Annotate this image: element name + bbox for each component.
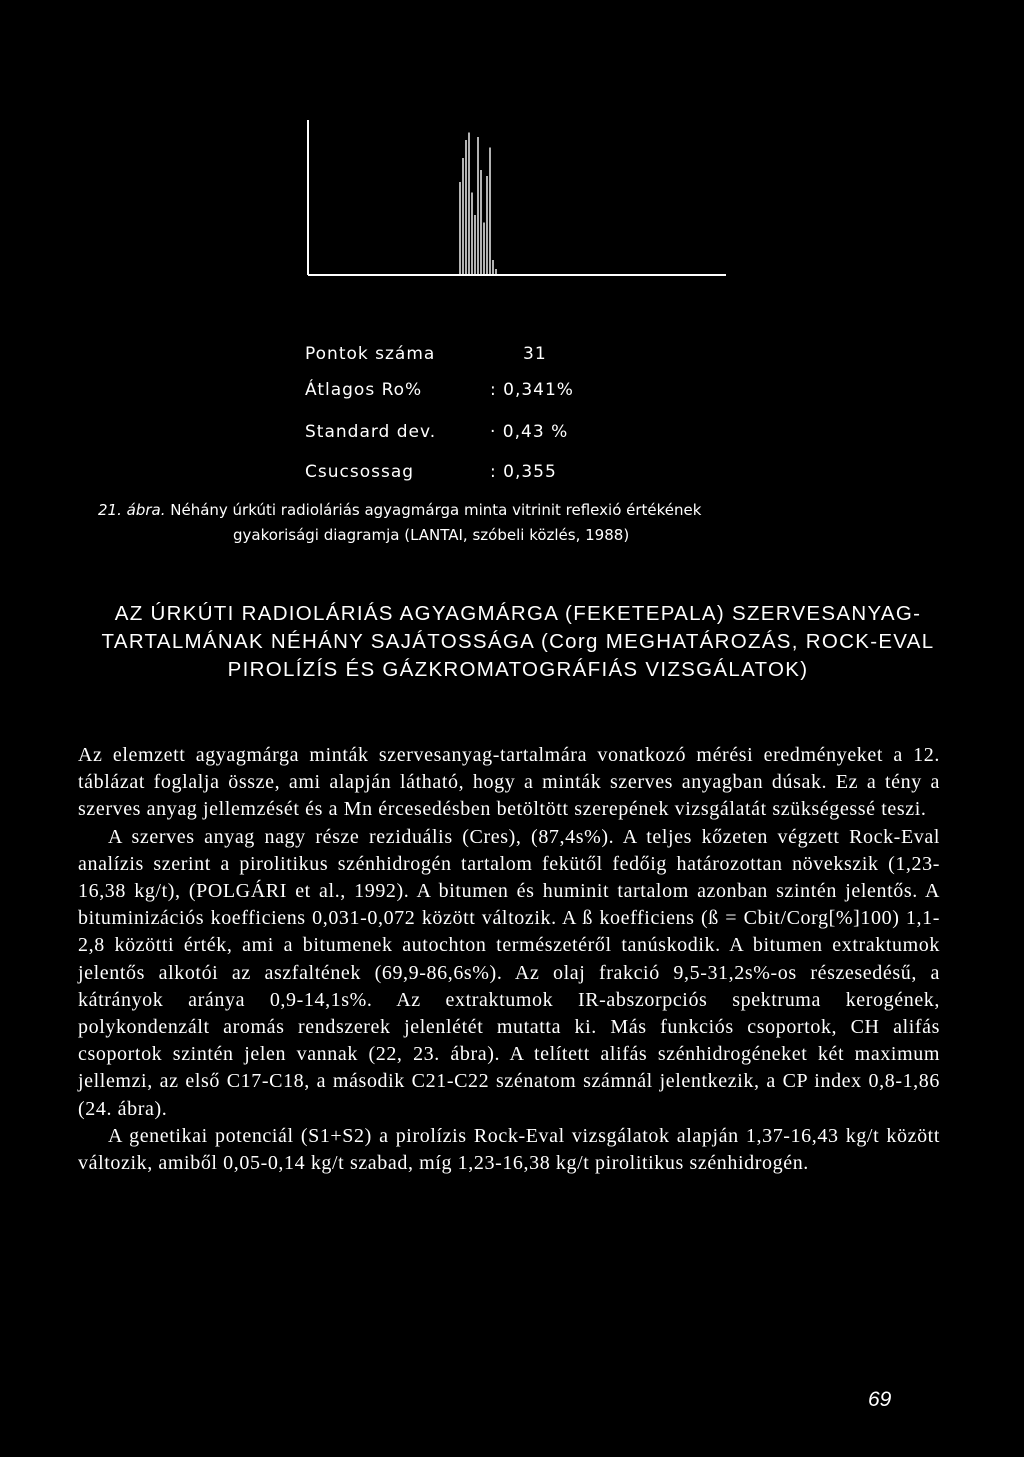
stat-value: 31 [523,344,547,364]
section-heading: AZ ÚRKÚTI RADIOLÁRIÁS AGYAGMÁRGA (FEKETEPALA) SZERVESANYAG-TARTALMÁNAK NÉHÁNY SAJÁTOSSÁGA (Corg MEGHATÁROZÁS, ROCK-EVAL PIROLÍZÍS ÉS GÁZKROMATOGRÁFIÁS VIZSGÁLATOK) [101,602,935,681]
paragraph: A genetikai potenciál (S1+S2) a pirolízis Rock-Eval vizsgálatok alapján 1,37-16,43 kg/t között változik, amiből 0,05-0,14 kg/t szabad, míg 1,23-16,38 kg/t pirolitikus szénhidrogén. [78,1124,940,1175]
stat-label: Standard dev. [305,422,437,442]
histogram-chart [300,100,730,290]
paragraph: Az elemzett agyagmárga minták szervesanyag-tartalmára vonatkozó mérési eredményeket a 12. táblázat foglalja össze, ami alapján látható, hogy a minták szerves anyagban dúsak. Ez a tény a szerves anyag jellemzését és a Mn ércesedésben betöltött szerepének vizsgálatát szükségessé teszi. [78,744,940,821]
stat-value: · 0,43 % [490,422,569,442]
figure-caption [98,498,958,548]
figure-number: 21. ábra. [98,501,166,519]
stat-value: : 0,341% [490,380,574,400]
body-text [78,742,940,1177]
caption-line-2: gyakorisági diagramja (LANTAI, szóbeli közlés, 1988) [233,526,630,544]
stat-label: Pontok száma [305,344,436,364]
stat-label: Csucsossag [305,462,415,482]
page-number: 69 [868,1388,892,1411]
caption-line-1: Néhány úrkúti radioláriás agyagmárga minta vitrinit reflexió értékének [170,501,702,519]
paragraph: A szerves anyag nagy része reziduális (Cres), (87,4s%). A teljes kőzeten végzett Rock-Eval analízis szerint a pirolitikus szénhidrogén tartalom fekütől fedőig határozottan növekszik (1,23-16,38 kg/t), (POLGÁRI et al., 1992). A bitumen és huminit tartalom azonban szintén jelentős. A bituminizációs koefficiens 0,031-0,072 között változik. A ß koefficiens (ß = Cbit/Corg[%]100) 1,1-2,8 közötti érték, ami a bitumenek autochton természetéről tanúskodik. A bitumen extraktumok jelentős alkotói az aszfaltének (69,9-86,6s%). Az olaj frakció 9,5-31,2s%-os részesedésű, a kátrányok aránya 0,9-14,1s%. Az extraktumok IR-abszorpciós spektruma kerogének, polykondenzált aromás rendszerek jelenlétét mutatta ki. Más funkciós csoportok, CH alifás csoportok szintén jelen vannak (22, 23. ábra). A telített alifás szénhidrogéneket két maximum jellemzi, az első C17-C18, a második C21-C22 szénatom számnál jelentkezik, a CP index 0,8-1,86 (24. ábra). [78,825,940,1120]
stat-label: Átlagos Ro% [305,380,423,400]
stat-value: : 0,355 [490,462,557,482]
